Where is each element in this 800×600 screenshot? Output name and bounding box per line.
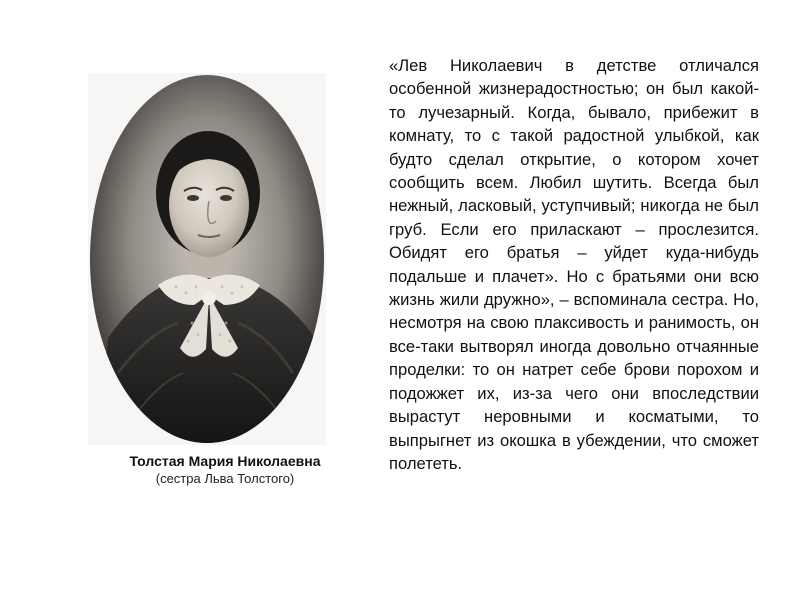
- caption-subtitle: (сестра Льва Толстого): [155, 471, 295, 486]
- portrait-caption: [100, 452, 350, 488]
- quote-text: «Лев Николаевич в детстве отличался особенной жизнерадостностью; он был какой-то лучезарный. Когда, бывало, прибежит в комнату, то с такой радостной улыбкой, как будто сделал открытие, о котором хочет сообщить всем. Любил шутить. Всегда был нежный, ласковый, уступчивый; никогда не был груб. Если его приласкают – прослезится. Обидят его братья – уйдет куда-нибудь подальше и плачет». Но с братьями они всю жизнь жили дружно», – вспоминала сестра. Но, несмотря на свою плаксивость и ранимость, он все-таки вытворял иногда довольно отчаянные проделки: то он натрет себе брови порохом и подожжет их, из-за чего они впоследствии вырастут неровными и косматыми, то выпрыгнет из окошка в убеждении, что сможет полететь.: [389, 56, 759, 473]
- caption-name: Толстая Мария Николаевна: [129, 453, 321, 469]
- portrait-image: [88, 73, 326, 445]
- portrait-photo: [88, 73, 326, 445]
